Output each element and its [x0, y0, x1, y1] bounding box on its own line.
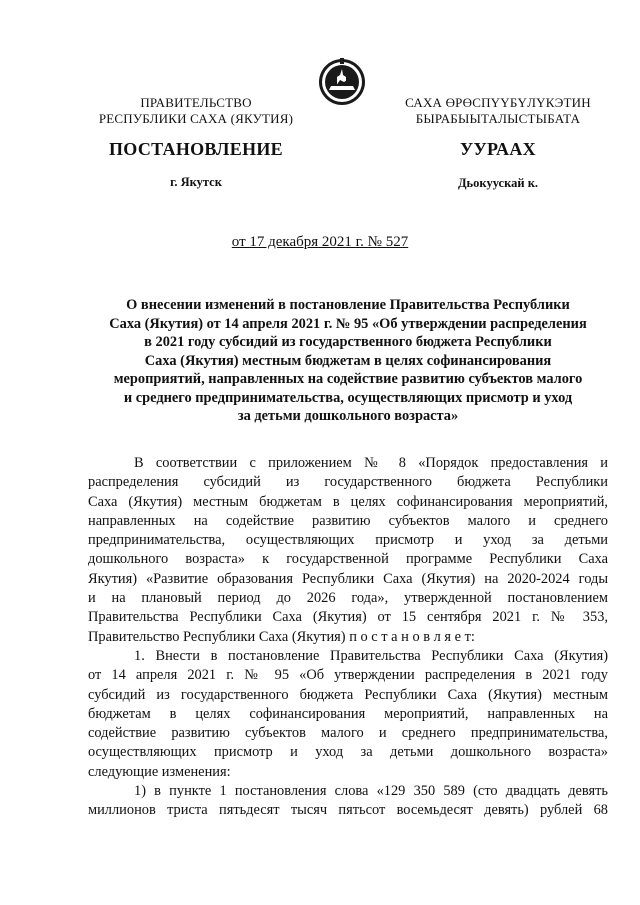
body-line: бюджетам в целях софинансирования мероприятий, направленных на: [88, 705, 608, 722]
doc-type-title-russian: ПОСТАНОВЛЕНИЕ: [109, 139, 283, 159]
body-line: 1. Внести в постановление Правительства Республики Саха (Якутия): [134, 647, 608, 664]
body-line: В соответствии с приложением № 8 «Порядок предоставления и: [134, 455, 608, 471]
gov-name-left-line2: РЕСПУБЛИКИ САХА (ЯКУТИЯ): [98, 111, 294, 126]
body-line: направленных на содействие развитию субъектов малого и среднего: [88, 512, 608, 529]
subject-line: Саха (Якутия) местным бюджетам в целях софинансирования: [144, 352, 552, 369]
city-yakut: Дьокуускай к.: [457, 176, 539, 190]
body-line: 1) в пункте 1 постановления слова «129 350 589 (сто двадцать девять: [134, 783, 608, 800]
body-line: и на плановый период до 2026 года», утвержденной постановлением: [88, 590, 608, 607]
subject-line: за детьми дошкольного возраста»: [237, 408, 459, 424]
body-line: предпринимательства, осуществляющих присмотр и уход за детьми: [88, 532, 608, 549]
body-line: Правительства Республики Саха (Якутия) от 15 сентября 2021 г. № 353,: [88, 609, 608, 626]
body-line: дошкольного возраста» к государственной программе Республики Саха: [88, 551, 608, 568]
body-line: Правительство Республики Саха (Якутия) п о с т а н о в л я е т:: [88, 628, 475, 645]
document-body: [88, 454, 608, 821]
subject-line: в 2021 году субсидий из государственного бюджета Республики: [144, 334, 552, 350]
document-number-text: от 17 декабря 2021 г. № 527: [231, 234, 409, 250]
subject-line: О внесении изменений в постановление Правительства Республики: [126, 297, 570, 313]
gov-name-right-line2: БЫРАБЫЫТАЛЫСТЫБАТА: [415, 111, 581, 126]
body-line: миллионов триста пятьдесят тысяч пятьсот восемьдесят девять) рублей 68: [88, 802, 608, 819]
body-line: содействие развитию субъектов малого и среднего предпринимательства,: [88, 725, 608, 742]
body-line: распределения субсидий из государственного бюджета Республики: [88, 474, 608, 491]
subject-line: мероприятий, направленных на содействие развитию субъектов малого: [113, 371, 583, 387]
subject-line: и среднего предпринимательства, осуществляющих присмотр и уход: [123, 389, 573, 406]
subject-line: Саха (Якутия) от 14 апреля 2021 г. № 95 «Об утверждении распределения: [109, 315, 587, 332]
document-subject: [88, 296, 608, 426]
doc-type-title-yakut: УУРААХ: [460, 139, 536, 159]
sakha-coat-of-arms-icon: [316, 55, 368, 107]
body-line: Якутия) «Развитие образования Республики Саха (Якутия) на 2020-2024 годы: [88, 570, 608, 587]
city-russian: г. Якутск: [170, 175, 222, 189]
gov-name-right-line1: САХА ӨРӨСПҮҮБҮЛҮКЭТИН: [405, 95, 591, 110]
body-line: осуществляющих присмотр и уход за детьми дошкольного возраста»: [88, 744, 608, 761]
body-line: субсидий из государственного бюджета Республики Саха (Якутия) местным: [88, 686, 608, 703]
gov-name-left-line1: ПРАВИТЕЛЬСТВО: [140, 95, 252, 110]
body-line: от 14 апреля 2021 г. № 95 «Об утверждении распределения в 2021 году: [88, 667, 608, 684]
body-line: следующие изменения:: [88, 763, 231, 780]
document-number: [0, 234, 640, 251]
body-line: Саха (Якутия) местным бюджетам в целях софинансирования мероприятий,: [88, 493, 608, 510]
